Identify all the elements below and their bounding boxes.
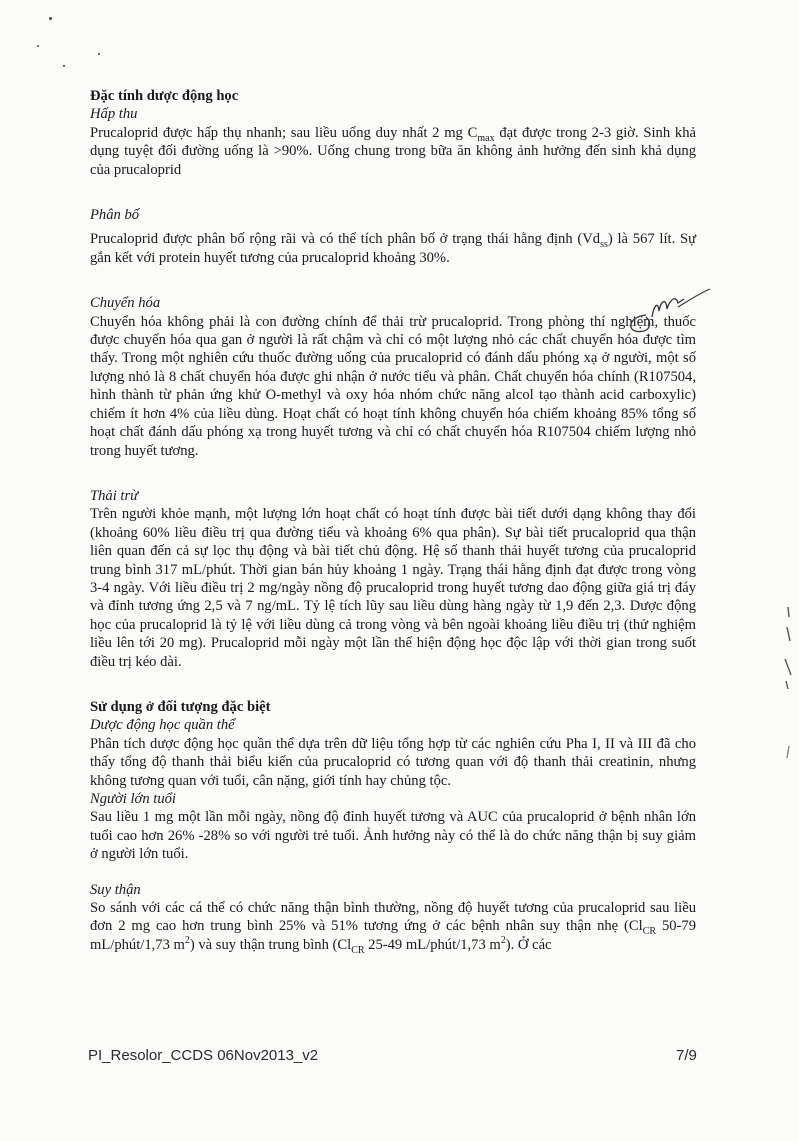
footer-page-number: 7/9 <box>676 1047 697 1064</box>
subheading-elderly: Người lớn tuổi <box>90 791 176 807</box>
section-title-special-populations: Sử dụng ở đối tượng đặc biệt <box>90 698 271 715</box>
paragraph-absorption: Prucaloprid được hấp thụ nhanh; sau liều uống duy nhất 2 mg $C_{max}$ đạt được trong 2-3 giờ. Sinh khả dụng tuyệt đối đường uống là >90%. Uống chung trong bữa ăn không ảnh hưởng đến sinh khả dụng của prucaloprid <box>90 124 696 178</box>
scan-edge-mark <box>782 605 794 645</box>
section-title-pharmacokinetics: Đặc tính dược động học <box>90 88 239 104</box>
paragraph-elderly: Sau liều 1 mg một lần mỗi ngày, nồng độ đỉnh huyết tương và AUC của prucaloprid ở bệnh nhân lớn tuổi cao hơn 26% -28% so với người trẻ tuổi. Ảnh hưởng này có thể là do chức năng thận bị suy giảm ở người lớn tuổi. <box>90 809 696 863</box>
paragraph-metabolism: Chuyển hóa không phải là con đường chính để thải trừ prucaloprid. Trong phòng thí nghiệm, thuốc được chuyển hóa qua gan ở người là rất chậm và chỉ có một lượng nhỏ các chất chuyển hóa được tìm thấy. Trong một nghiên cứu thuốc đường uống của prucaloprid có đánh dấu phóng xạ ở người, một số lượng nhỏ là 8 chất chuyển hóa được ghi nhận ở nước tiểu và phân. Chất chuyển hóa chính (R107504, hình thành từ phản ứng khử O-methyl và oxy hóa nhóm chức năng alcol tạo thành acid carboxylic) chiếm ít hơn 4% của liều dùng. Hoạt chất có hoạt tính không chuyển hóa chiếm khoảng 85% tổng số hoạt chất đánh dấu phóng xạ trong huyết tương và chỉ có chất chuyển hóa R107504 chiếm lượng nhỏ trong huyết tương. <box>90 313 696 459</box>
scan-edge-mark <box>782 740 794 780</box>
subheading-population-pk: Dược động học quần thể <box>90 717 235 734</box>
paragraph-distribution: Prucaloprid được phân bố rộng rãi và có thể tích phân bố ở trạng thái hằng định $(Vd_{ss})$ là 567 lít. Sự gắn kết với protein huyết tương của prucaloprid khoảng 30%. <box>90 231 696 266</box>
scan-edge-mark <box>782 655 794 695</box>
scan-speck <box>98 53 100 55</box>
handwritten-initials <box>618 287 713 337</box>
paragraph-elimination: Trên người khỏe mạnh, một lượng lớn hoạt chất có hoạt tính được bài tiết dưới dạng không thay đổi (khoảng 60% liều điều trị qua đường tiểu và khoảng 6% qua phân). Sự bài tiết prucaloprid qua thận liên quan đến cả sự lọc thụ động và bài tiết chủ động. Hệ số thanh thải huyết tương của prucaloprid trung bình 317 mL/phút. Thời gian bán hủy khoảng 1 ngày. Trạng thái hằng định đạt được trong vòng 3-4 ngày. Với liều điều trị 2 mg/ngày nồng độ prucaloprid trong huyết tương dao động giữa giá trị đáy và đỉnh tương ứng 2,5 và 7 ng/mL. Tỷ lệ tích lũy sau liều dùng hàng ngày từ 1,9 đến 2,3. Dược động học của prucaloprid là tỷ lệ với liều dùng cả trong vòng và bên ngoài khoảng liều điều trị (thử nghiệm liều lên tới 20 mg). Prucaloprid mỗi ngày một lần thể hiện động học độc lập với thời gian trong suốt điều trị kéo dài. <box>90 506 696 670</box>
scan-speck <box>63 65 65 67</box>
subheading-metabolism: Chuyển hóa <box>90 295 161 312</box>
scan-speck <box>37 45 39 47</box>
subheading-elimination: Thải trừ <box>90 487 139 504</box>
footer-document-id: PI_Resolor_CCDS 06Nov2013_v2 <box>88 1047 319 1064</box>
scan-speck <box>49 17 52 20</box>
paragraph-renal: So sánh với các cá thể có chức năng thận bình thường, nồng độ huyết tương của prucaloprid sau liều đơn 2 mg cao hơn trung bình 25% và 51% tương ứng ở các bệnh nhân suy thận nhẹ ($Cl_{CR}$ 50-79 mL/phút/1,73 $m^2$) và suy thận trung bình ($Cl_{CR}$ 25-49 mL/phút/1,73 $m^2$). Ở các <box>90 900 696 956</box>
subheading-distribution: Phân bố <box>90 207 140 224</box>
subheading-renal: Suy thận <box>90 881 141 898</box>
document-body <box>90 87 696 954</box>
paragraph-population-pk: Phân tích dược động học quần thể dựa trên dữ liệu tổng hợp từ các nghiên cứu Pha I, II và III đã cho thấy tổng độ thanh thải biểu kiến của prucaloprid có tương quan với độ thanh thải creatinin, nhưng không tương quan với tuổi, cân nặng, giới tính hay chủng tộc. <box>90 735 696 789</box>
subheading-absorption: Hấp thu <box>90 106 138 123</box>
